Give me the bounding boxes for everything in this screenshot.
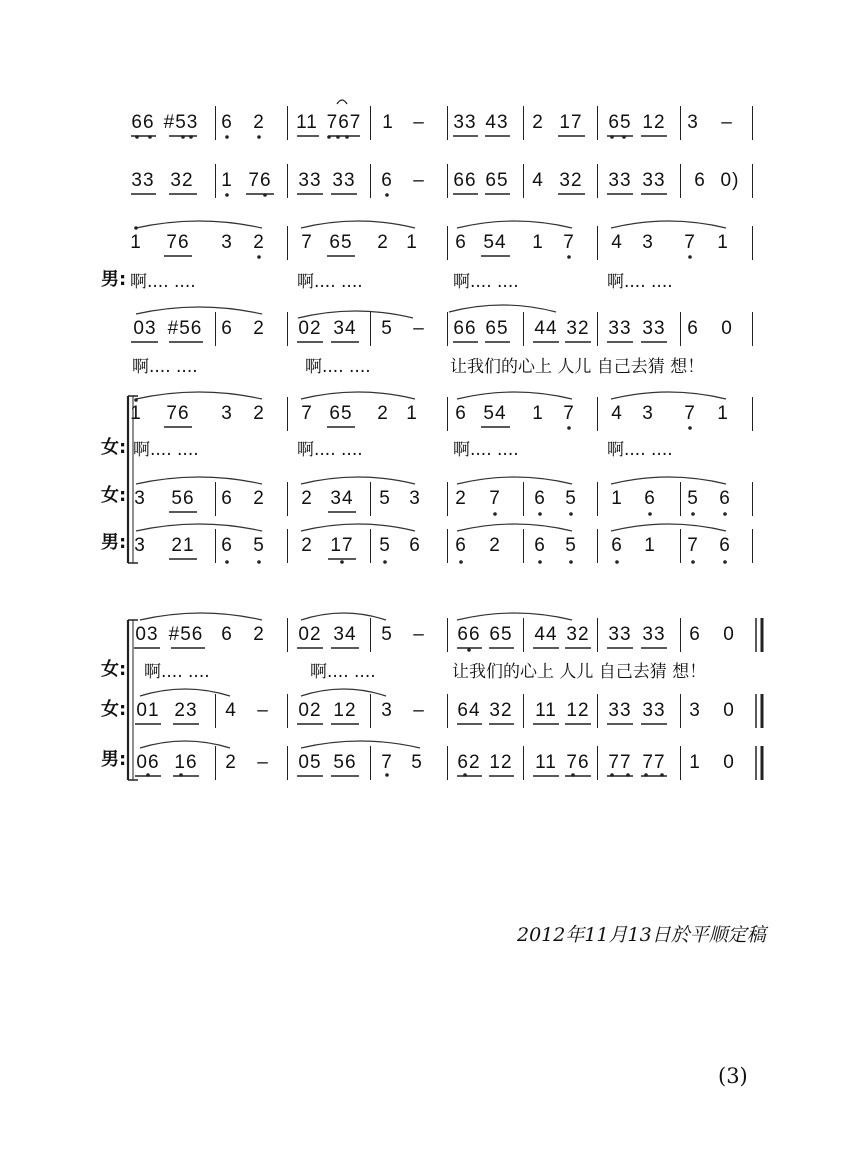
note-token: 11 xyxy=(535,752,557,773)
barline xyxy=(597,529,598,563)
note-token: 33 xyxy=(608,170,632,191)
slur xyxy=(457,392,572,399)
note-token: 32 xyxy=(566,318,590,339)
barline xyxy=(447,226,448,260)
slur xyxy=(611,392,726,399)
slur xyxy=(457,477,572,484)
note-token: 16 xyxy=(174,752,198,773)
note-token: 7 xyxy=(563,232,575,253)
lyric-line: 啊.... .... xyxy=(607,440,673,460)
note-token: 6 xyxy=(534,535,546,556)
note-token: 77 xyxy=(642,752,666,773)
barline xyxy=(752,226,753,260)
barline xyxy=(523,164,524,198)
note-token: 33 xyxy=(608,624,632,645)
barline xyxy=(215,164,216,198)
note-token: 1 xyxy=(717,403,729,424)
barline xyxy=(752,482,753,516)
barline xyxy=(680,746,681,780)
note-token: 65 xyxy=(329,403,353,424)
notation-row xyxy=(0,485,864,528)
note-token: 5 xyxy=(381,624,393,645)
barline xyxy=(287,397,288,431)
note-token: 02 xyxy=(298,624,322,645)
note-token: 3 xyxy=(221,232,233,253)
note-token: 54 xyxy=(483,232,507,253)
slur xyxy=(298,311,413,318)
barline xyxy=(287,618,288,652)
barline xyxy=(447,746,448,780)
part-label: 女: xyxy=(101,699,127,720)
note-token: 34 xyxy=(333,624,357,645)
barline xyxy=(597,164,598,198)
note-token: 1 xyxy=(406,232,418,253)
note-token: 33 xyxy=(332,170,356,191)
note-token: 44 xyxy=(534,624,558,645)
note-token: 33 xyxy=(642,700,666,721)
barline xyxy=(447,529,448,563)
slur xyxy=(301,741,420,748)
note-token: 43 xyxy=(485,112,509,133)
note-token: 5 xyxy=(379,535,391,556)
note-token: 1 xyxy=(611,488,623,509)
note-token: 0 xyxy=(723,700,735,721)
slur xyxy=(140,613,262,620)
note-token: 6 xyxy=(455,403,467,424)
note-token: 6 xyxy=(719,488,731,509)
barline xyxy=(370,106,371,140)
note-token: 3 xyxy=(687,112,699,133)
note-token: 12 xyxy=(642,112,666,133)
note-token: 6 xyxy=(381,170,393,191)
note-token: 64 xyxy=(457,700,481,721)
slur xyxy=(136,392,262,399)
note-token: 56 xyxy=(333,752,357,773)
lyric-line: 啊.... .... xyxy=(453,272,519,292)
note-token: 2 xyxy=(377,403,389,424)
barline xyxy=(597,106,598,140)
note-token: 5 xyxy=(411,752,423,773)
lyric-line: 啊.... .... xyxy=(305,357,371,377)
note-token: 62 xyxy=(457,752,481,773)
note-token: 1 xyxy=(644,535,656,556)
note-token: 2 xyxy=(253,488,265,509)
lyric-line: 啊.... .... xyxy=(297,440,363,460)
slur xyxy=(301,477,415,484)
barline xyxy=(523,618,524,652)
barline xyxy=(215,746,216,780)
note-token: 34 xyxy=(330,488,354,509)
slur xyxy=(611,477,726,484)
note-token: 65 xyxy=(485,318,509,339)
note-token: 33 xyxy=(642,318,666,339)
note-token: 34 xyxy=(333,318,357,339)
note-token: 2 xyxy=(253,232,265,253)
part-label: 男: xyxy=(101,749,127,770)
note-token: 02 xyxy=(298,318,322,339)
note-token: 6 xyxy=(611,535,623,556)
note-token: 21 xyxy=(171,535,195,556)
note-token: 4 xyxy=(225,700,237,721)
note-token: 11 xyxy=(535,700,557,721)
completion-date: 2012年11月13日於平顺定稿 xyxy=(517,924,766,946)
barline xyxy=(597,226,598,260)
note-token: – xyxy=(413,112,425,133)
slur xyxy=(301,613,386,620)
note-token: 0 xyxy=(721,318,733,339)
barline xyxy=(752,397,753,431)
note-token: 7 xyxy=(563,403,575,424)
notation-row xyxy=(0,112,864,152)
note-token: 6 xyxy=(689,624,701,645)
barline xyxy=(370,746,371,780)
lyric-line: 啊.... .... xyxy=(607,272,673,292)
note-token: 33 xyxy=(131,170,155,191)
slur xyxy=(301,689,386,696)
barline xyxy=(215,482,216,516)
slur xyxy=(457,221,572,228)
slur xyxy=(301,221,415,228)
note-token: 1 xyxy=(717,232,729,253)
barline xyxy=(447,164,448,198)
note-token: 32 xyxy=(566,624,590,645)
note-token: 7 xyxy=(687,535,699,556)
note-token: 54 xyxy=(483,403,507,424)
barline xyxy=(370,529,371,563)
note-token: 6 xyxy=(221,112,233,133)
note-token: 65 xyxy=(485,170,509,191)
barline xyxy=(287,164,288,198)
note-token: – xyxy=(413,700,425,721)
note-token: 66 xyxy=(131,112,155,133)
barline xyxy=(370,694,371,728)
part-label: 女: xyxy=(101,659,127,680)
note-token: 03 xyxy=(135,624,159,645)
barline xyxy=(597,312,598,346)
note-token: 44 xyxy=(534,318,558,339)
barline xyxy=(680,312,681,346)
note-token: 4 xyxy=(611,232,623,253)
lyric-line: 啊.... .... xyxy=(132,357,198,377)
barline xyxy=(215,312,216,346)
note-token: 6 xyxy=(694,170,706,191)
note-token: 03 xyxy=(133,318,157,339)
lyric-line: 啊.... .... xyxy=(144,662,210,682)
note-token: 2 xyxy=(301,488,313,509)
note-token: 0 xyxy=(723,624,735,645)
note-token: 1 xyxy=(406,403,418,424)
note-token: 66 xyxy=(457,624,481,645)
note-token: 7 xyxy=(684,403,696,424)
barline xyxy=(680,529,681,563)
lyric-line: 啊.... .... xyxy=(453,440,519,460)
note-token: 32 xyxy=(559,170,583,191)
lyric-line: 啊.... .... xyxy=(130,272,196,292)
note-token: 2 xyxy=(253,403,265,424)
note-token: 32 xyxy=(489,700,513,721)
barline xyxy=(523,106,524,140)
barline xyxy=(447,482,448,516)
barline xyxy=(597,397,598,431)
barline xyxy=(370,482,371,516)
barline xyxy=(523,312,524,346)
barline xyxy=(597,482,598,516)
note-token: 1 xyxy=(532,403,544,424)
slur xyxy=(140,741,230,748)
note-token: 3 xyxy=(221,403,233,424)
note-token: 12 xyxy=(489,752,513,773)
lyric-line: 啊.... .... xyxy=(310,662,376,682)
note-token: 3 xyxy=(642,232,654,253)
note-token: – xyxy=(413,318,425,339)
note-token: – xyxy=(257,752,269,773)
barline xyxy=(680,164,681,198)
slur xyxy=(457,613,572,620)
barline xyxy=(215,106,216,140)
lyric-line: 啊.... .... xyxy=(133,440,199,460)
barline xyxy=(752,164,753,198)
part-label: 女: xyxy=(101,485,127,506)
note-token: 6 xyxy=(455,535,467,556)
barline xyxy=(523,694,524,728)
note-token: – xyxy=(413,624,425,645)
note-token: 2 xyxy=(489,535,501,556)
note-token: 23 xyxy=(174,700,198,721)
note-token: 6 xyxy=(221,318,233,339)
note-token: – xyxy=(721,112,733,133)
barline xyxy=(752,106,753,140)
note-token: 5 xyxy=(379,488,391,509)
note-token: #56 xyxy=(168,624,204,645)
barline xyxy=(597,618,598,652)
slur xyxy=(136,477,262,484)
notation-row xyxy=(0,624,864,664)
note-token: – xyxy=(413,170,425,191)
note-token: 2 xyxy=(253,112,265,133)
barline xyxy=(287,529,288,563)
barline xyxy=(287,106,288,140)
barline xyxy=(287,482,288,516)
note-token: 33 xyxy=(608,700,632,721)
note-token: 56 xyxy=(171,488,195,509)
barline xyxy=(752,312,753,346)
note-token: 6 xyxy=(644,488,656,509)
barline xyxy=(680,482,681,516)
notation-row xyxy=(0,318,864,358)
note-token: 01 xyxy=(136,700,160,721)
note-token: 1 xyxy=(221,170,233,191)
note-token: 3 xyxy=(134,488,146,509)
note-token: 65 xyxy=(329,232,353,253)
slur xyxy=(611,221,726,228)
barline xyxy=(287,694,288,728)
octave-dot xyxy=(134,226,138,230)
note-token: 12 xyxy=(566,700,590,721)
note-token: 05 xyxy=(298,752,322,773)
note-token: 5 xyxy=(381,318,393,339)
note-token: 2 xyxy=(532,112,544,133)
note-token: 0 xyxy=(723,752,735,773)
note-token: 1 xyxy=(532,232,544,253)
barline xyxy=(370,312,371,346)
barline xyxy=(680,694,681,728)
barline xyxy=(287,746,288,780)
note-token: 11 xyxy=(296,112,318,133)
barline xyxy=(215,694,216,728)
notation-row xyxy=(0,170,864,210)
note-token: 2 xyxy=(225,752,237,773)
barline xyxy=(680,618,681,652)
note-token: 6 xyxy=(455,232,467,253)
barline xyxy=(523,746,524,780)
note-token: 33 xyxy=(608,318,632,339)
barline xyxy=(287,226,288,260)
note-token: 76 xyxy=(566,752,590,773)
barline xyxy=(370,618,371,652)
notation-row xyxy=(0,232,864,272)
note-token: 6 xyxy=(221,535,233,556)
barline xyxy=(597,746,598,780)
note-token: 1 xyxy=(130,403,142,424)
note-token: 1 xyxy=(689,752,701,773)
note-token: 12 xyxy=(333,700,357,721)
note-token: 3 xyxy=(134,535,146,556)
note-token: #56 xyxy=(167,318,203,339)
note-token: 66 xyxy=(453,318,477,339)
barline xyxy=(523,482,524,516)
note-token: 5 xyxy=(565,535,577,556)
notation-row xyxy=(0,700,864,740)
note-token: 02 xyxy=(298,700,322,721)
note-token: – xyxy=(257,700,269,721)
note-token: 4 xyxy=(611,403,623,424)
part-label: 男: xyxy=(101,269,127,290)
note-token: 6 xyxy=(221,488,233,509)
note-token: 0) xyxy=(720,170,740,191)
page-number: (3) xyxy=(718,1064,748,1088)
note-token: 7 xyxy=(301,403,313,424)
note-token: #53 xyxy=(163,112,199,133)
note-token: 1 xyxy=(382,112,394,133)
fermata xyxy=(337,100,347,104)
note-token: 6 xyxy=(534,488,546,509)
note-token: 06 xyxy=(136,752,160,773)
note-token: 76 xyxy=(166,232,190,253)
barline xyxy=(597,694,598,728)
barline xyxy=(523,529,524,563)
part-label: 女: xyxy=(101,437,127,458)
note-token: 3 xyxy=(642,403,654,424)
note-token: 66 xyxy=(453,170,477,191)
note-token: 7 xyxy=(301,232,313,253)
note-token: 65 xyxy=(608,112,632,133)
barline xyxy=(447,312,448,346)
notation-row xyxy=(0,532,864,575)
slur xyxy=(136,307,262,314)
notation-row xyxy=(0,403,864,443)
notation-row xyxy=(0,749,864,792)
note-token: 33 xyxy=(642,170,666,191)
note-token: 32 xyxy=(170,170,194,191)
note-token: 33 xyxy=(298,170,322,191)
barline xyxy=(447,106,448,140)
note-token: 33 xyxy=(453,112,477,133)
note-token: 6 xyxy=(221,624,233,645)
note-token: 5 xyxy=(565,488,577,509)
note-token: 77 xyxy=(608,752,632,773)
note-token: 5 xyxy=(687,488,699,509)
barline xyxy=(752,529,753,563)
note-token: 7 xyxy=(381,752,393,773)
note-token: 6 xyxy=(719,535,731,556)
note-token: 6 xyxy=(409,535,421,556)
slur xyxy=(136,221,262,228)
lyric-line: 啊.... .... xyxy=(297,272,363,292)
note-token: 17 xyxy=(559,112,583,133)
note-token: 76 xyxy=(248,170,272,191)
note-token: 2 xyxy=(455,488,467,509)
note-token: 2 xyxy=(301,535,313,556)
barline xyxy=(370,164,371,198)
note-token: 2 xyxy=(377,232,389,253)
barline xyxy=(287,312,288,346)
barline xyxy=(447,618,448,652)
note-token: 65 xyxy=(489,624,513,645)
note-token: 7 xyxy=(684,232,696,253)
note-token: 7 xyxy=(489,488,501,509)
note-token: 3 xyxy=(689,700,701,721)
note-token: 5 xyxy=(253,535,265,556)
lyric-line: 让我们的心上 人儿 自己去猜 想！ xyxy=(452,662,707,682)
note-token: 767 xyxy=(326,112,362,133)
note-token: 33 xyxy=(642,624,666,645)
note-token: 17 xyxy=(330,535,354,556)
note-token: 3 xyxy=(409,488,421,509)
barline xyxy=(447,397,448,431)
barline xyxy=(447,694,448,728)
note-token: 3 xyxy=(381,700,393,721)
lyric-line: 让我们的心上 人儿 自己去猜 想！ xyxy=(450,357,705,377)
part-label: 男: xyxy=(101,532,127,553)
octave-dot xyxy=(134,398,138,402)
note-token: 6 xyxy=(687,318,699,339)
note-token: 1 xyxy=(130,232,142,253)
barline xyxy=(680,106,681,140)
note-token: 76 xyxy=(166,403,190,424)
note-token: 2 xyxy=(253,624,265,645)
note-token: 2 xyxy=(253,318,265,339)
slur xyxy=(140,689,230,696)
barline xyxy=(215,529,216,563)
note-token: 4 xyxy=(532,170,544,191)
slur xyxy=(449,305,556,312)
slur xyxy=(301,392,415,399)
